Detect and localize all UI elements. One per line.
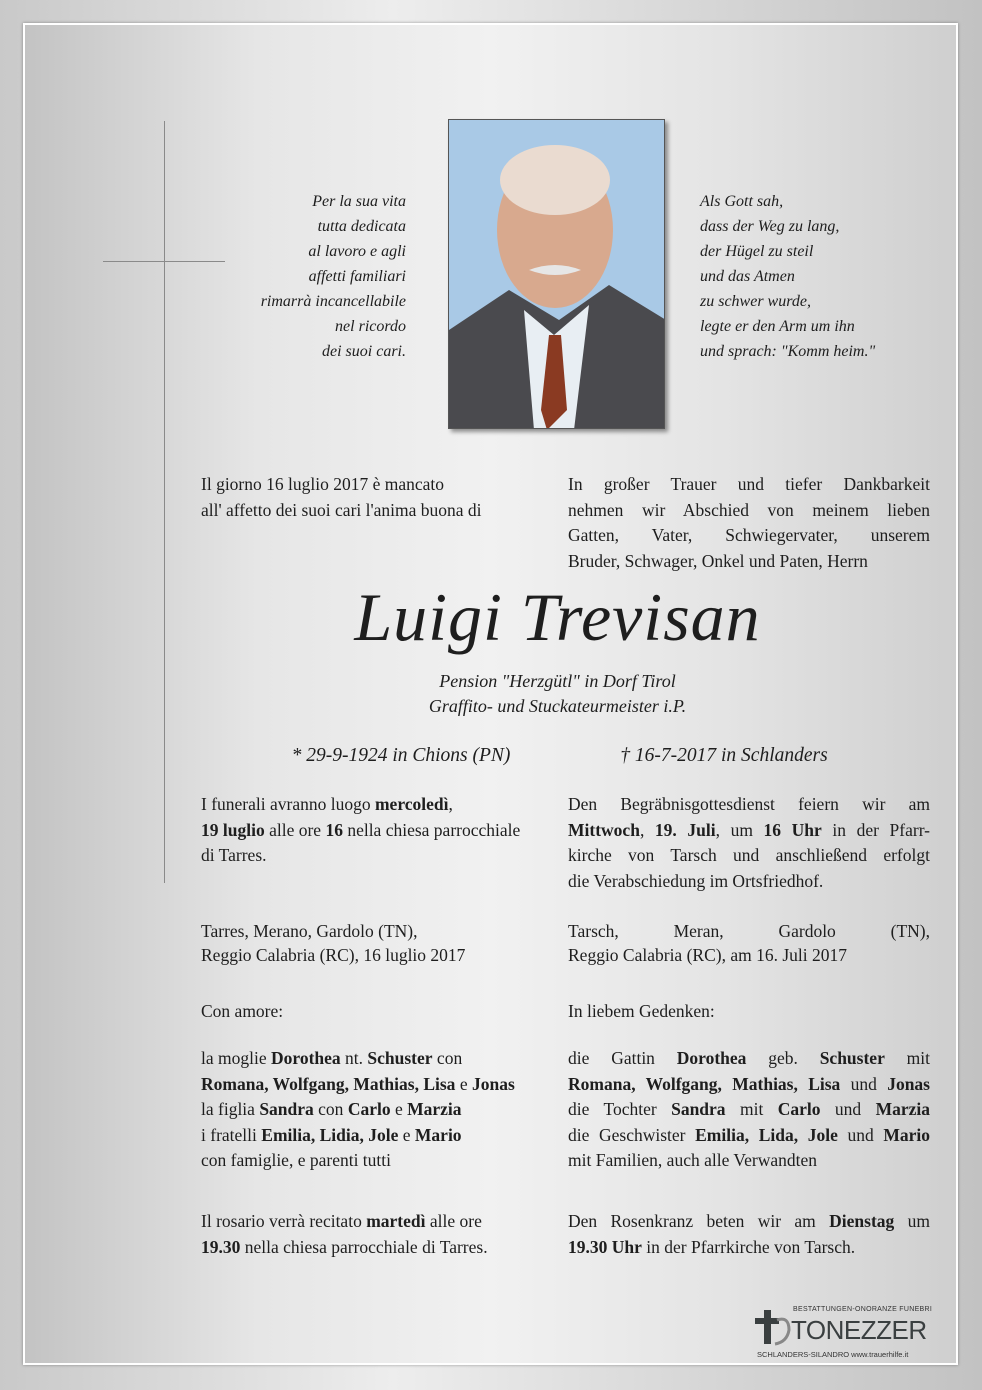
- text-segment: Tarres, Merano, Gardolo (TN),: [201, 921, 418, 941]
- text-segment: die Geschwister: [568, 1124, 696, 1145]
- text-segment: nella chiesa parrocchiale: [342, 819, 521, 840]
- funeral-italian: [201, 792, 546, 869]
- text-line: [201, 498, 546, 524]
- text-segment: ,: [639, 819, 655, 840]
- logo-name: TONEZZER: [791, 1315, 927, 1345]
- greeting-italian: [201, 999, 546, 1025]
- text-segment: Gatten, Vater, Schwiegervater, unserem: [568, 525, 930, 545]
- bold-text: Mario: [883, 1124, 931, 1145]
- text-segment: di Tarres.: [201, 845, 267, 865]
- family-italian: [201, 1046, 546, 1174]
- poem-line: dass der Weg zu lang,: [700, 218, 840, 235]
- text-segment: Reggio Calabria (RC), 16 luglio 2017: [201, 945, 466, 965]
- text-segment: la moglie: [201, 1048, 271, 1068]
- text-segment: con: [432, 1048, 463, 1068]
- poem-line: legte er den Arm um ihn: [700, 318, 855, 335]
- poem-line: der Hügel zu steil: [700, 243, 814, 260]
- text-segment: mit: [725, 1099, 778, 1119]
- text-segment: alle ore: [264, 819, 326, 840]
- bold-text: Emilia, Lida, Jole: [695, 1124, 838, 1145]
- rosary-italian: [201, 1209, 546, 1260]
- text-line: [568, 869, 930, 895]
- text-segment: mit Familien, auch alle Verwandten: [568, 1150, 817, 1170]
- text-line: [568, 919, 930, 943]
- bold-text: Sandra: [671, 1099, 726, 1119]
- cross-logo-icon: [755, 1308, 795, 1352]
- text-line: [568, 549, 930, 575]
- text-line: [201, 843, 546, 869]
- deceased-name: Luigi Trevisan: [354, 579, 761, 655]
- funeral-home-logo: [755, 1306, 935, 1362]
- bold-text: Romana, Wolfgang, Mathias, Lisa: [201, 1073, 456, 1094]
- intro-italian: [201, 472, 546, 523]
- poem-line: Per la sua vita: [312, 193, 406, 210]
- bold-text: Mario: [414, 1124, 462, 1145]
- text-line: [201, 1097, 546, 1123]
- poem-line: zu schwer wurde,: [700, 293, 811, 310]
- text-segment: I funerali avranno luogo: [201, 794, 375, 814]
- text-line: [568, 1046, 930, 1072]
- text-line: [568, 498, 930, 524]
- text-segment: nt.: [340, 1048, 368, 1068]
- text-segment: la figlia: [201, 1099, 260, 1119]
- text-line: [568, 1235, 930, 1261]
- bold-text: Carlo: [347, 1099, 391, 1119]
- bold-text: Mittwoch: [568, 819, 640, 840]
- poem-line: und das Atmen: [700, 268, 795, 285]
- bold-text: Carlo: [777, 1099, 821, 1119]
- poem-german: [700, 189, 930, 364]
- bold-text: Dienstag: [829, 1211, 895, 1231]
- text-segment: Con amore:: [201, 1001, 284, 1021]
- text-line: [201, 472, 546, 498]
- greeting-german: [568, 999, 930, 1025]
- text-segment: alle ore: [425, 1211, 482, 1231]
- text-segment: i fratelli: [201, 1124, 262, 1145]
- text-line: [201, 999, 546, 1025]
- death-date: † 16-7-2017 in Schlanders: [620, 745, 828, 766]
- funeral-german: [568, 792, 930, 894]
- text-line: [201, 1046, 546, 1072]
- text-segment: all' affetto dei suoi cari l'anima buona di: [201, 499, 482, 520]
- text-segment: In liebem Gedenken:: [568, 1001, 715, 1021]
- bold-text: Marzia: [407, 1099, 462, 1119]
- text-line: [201, 1148, 546, 1174]
- text-segment: um: [894, 1211, 930, 1231]
- place-date-italian: [201, 919, 546, 967]
- text-line: [568, 999, 930, 1025]
- bold-text: Schuster: [819, 1048, 885, 1068]
- bold-text: martedì: [366, 1211, 426, 1231]
- bold-text: 19. Juli: [654, 819, 716, 840]
- portrait-photo: [448, 119, 665, 429]
- text-line: [568, 792, 930, 818]
- text-segment: die Tochter: [568, 1099, 672, 1119]
- bold-text: 16: [325, 819, 343, 840]
- text-segment: Il rosario verrà recitato: [201, 1211, 367, 1231]
- text-line: [568, 1072, 930, 1098]
- text-line: [568, 843, 930, 869]
- text-segment: e: [455, 1073, 472, 1094]
- text-line: [201, 792, 546, 818]
- subtitle-pension: Pension "Herzgütl" in Dorf Tirol: [439, 671, 676, 691]
- text-segment: Reggio Calabria (RC), am 16. Juli 2017: [568, 945, 847, 965]
- text-line: [201, 1209, 546, 1235]
- logo-tagline: BESTATTUNGEN-ONORANZE FUNEBRI: [793, 1306, 933, 1313]
- text-line: [568, 818, 930, 844]
- poem-italian: [176, 189, 406, 364]
- text-line: [568, 1209, 930, 1235]
- bold-text: Romana, Wolfgang, Mathias, Lisa: [568, 1073, 841, 1094]
- bold-text: 19 luglio: [201, 819, 265, 840]
- text-line: [568, 1097, 930, 1123]
- rosary-german: [568, 1209, 930, 1260]
- text-segment: e: [398, 1124, 415, 1145]
- text-line: [568, 1123, 930, 1149]
- poem-line: al lavoro e agli: [308, 243, 406, 260]
- bold-text: Marzia: [875, 1099, 931, 1119]
- poem-line: Als Gott sah,: [700, 193, 784, 210]
- text-segment: geb.: [746, 1048, 820, 1068]
- logo-address: SCHLANDERS-SILANDRO www.trauerhilfe.it: [757, 1350, 909, 1359]
- text-segment: e: [390, 1099, 408, 1119]
- bold-text: Dorothea: [676, 1048, 747, 1068]
- text-segment: und: [840, 1073, 888, 1094]
- text-line: [201, 919, 546, 943]
- text-segment: mit: [884, 1048, 930, 1068]
- text-segment: Den Rosenkranz beten wir am: [568, 1211, 830, 1231]
- text-line: [568, 1148, 930, 1174]
- bold-text: Jonas: [887, 1073, 930, 1094]
- poem-line: rimarrà incancellabile: [260, 293, 406, 310]
- text-segment: kirche von Tarsch und anschließend erfolgt: [568, 845, 930, 865]
- family-german: [568, 1046, 930, 1174]
- text-segment: nehmen wir Abschied von meinem lieben: [568, 499, 930, 520]
- poem-line: und sprach: "Komm heim.": [700, 343, 876, 360]
- bold-text: Sandra: [259, 1099, 314, 1119]
- poem-line: nel ricordo: [335, 318, 406, 335]
- text-line: [568, 943, 930, 967]
- bold-text: 16 Uhr: [763, 819, 822, 840]
- text-line: [568, 523, 930, 549]
- bold-text: 19.30: [201, 1236, 241, 1257]
- text-segment: nella chiesa parrocchiale di Tarres.: [240, 1236, 488, 1257]
- text-segment: in der Pfarrkirche von Tarsch.: [641, 1236, 856, 1257]
- bold-text: Emilia, Lidia, Jole: [261, 1124, 399, 1145]
- bold-text: mercoledì: [374, 794, 449, 814]
- text-segment: Bruder, Schwager, Onkel und Paten, Herrn: [568, 550, 868, 571]
- text-segment: und: [837, 1124, 884, 1145]
- subtitle-profession: Graffito- und Stuckateurmeister i.P.: [428, 696, 687, 716]
- text-segment: In großer Trauer und tiefer Dankbarkeit: [568, 474, 930, 494]
- text-line: [201, 818, 546, 844]
- text-segment: die Verabschiedung im Ortsfriedhof.: [568, 870, 824, 891]
- poem-line: tutta dedicata: [317, 218, 406, 235]
- place-date-german: [568, 919, 930, 967]
- text-line: [201, 1072, 546, 1098]
- text-line: [568, 472, 930, 498]
- bold-text: Dorothea: [270, 1048, 341, 1068]
- text-segment: , um: [715, 819, 764, 840]
- bold-text: 19.30 Uhr: [568, 1236, 642, 1257]
- text-segment: Tarsch, Meran, Gardolo (TN),: [568, 921, 930, 941]
- bold-text: Schuster: [367, 1048, 433, 1068]
- text-segment: in der Pfarr-: [821, 819, 931, 840]
- text-line: [201, 943, 546, 967]
- text-segment: con famiglie, e parenti tutti: [201, 1150, 392, 1170]
- text-segment: Il giorno 16 luglio 2017 è mancato: [201, 474, 445, 494]
- text-segment: und: [820, 1099, 876, 1119]
- text-segment: Den Begräbnisgottesdienst feiern wir am: [568, 794, 930, 814]
- text-segment: die Gattin: [568, 1048, 677, 1068]
- birth-date: * 29-9-1924 in Chions (PN): [291, 745, 511, 766]
- bold-text: Jonas: [471, 1073, 515, 1094]
- poem-line: dei suoi cari.: [322, 343, 406, 360]
- intro-german: [568, 472, 930, 574]
- text-segment: con: [313, 1099, 348, 1119]
- text-line: [201, 1235, 546, 1261]
- cross-vertical-line: [164, 121, 165, 883]
- text-segment: ,: [448, 794, 453, 814]
- poem-line: affetti familiari: [308, 268, 406, 285]
- text-line: [201, 1123, 546, 1149]
